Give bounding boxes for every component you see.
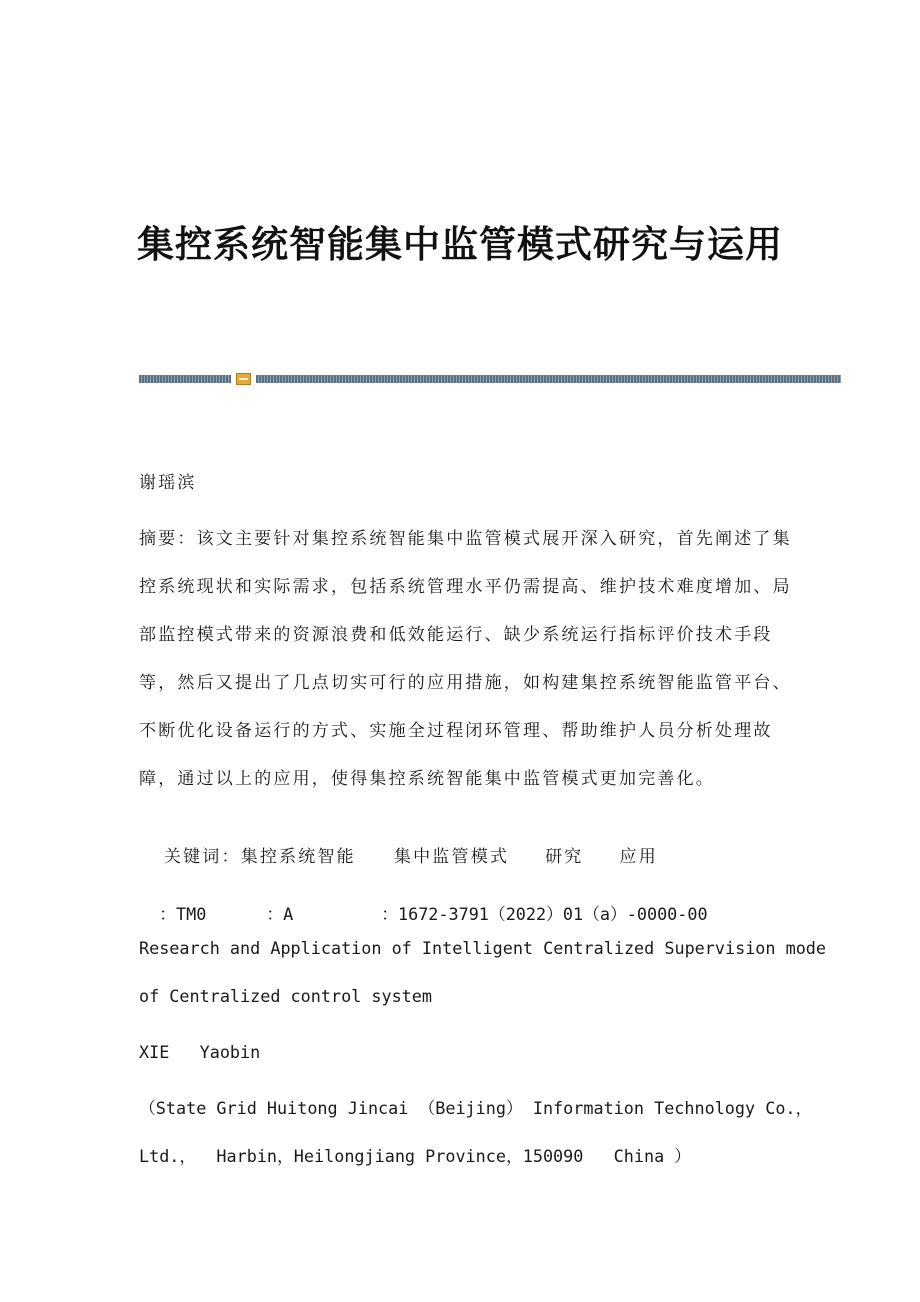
english-title-line: of Centralized control system [139, 986, 432, 1006]
affiliation-line: Ltd.， Harbin，Heilongjiang Province，150090 China ） [139, 1146, 692, 1166]
abstract-line: 控系统现状和实际需求，包括系统管理水平仍需提高、维护技术难度增加、局 [139, 577, 792, 597]
abstract-line: 等，然后又提出了几点切实可行的应用措施，如构建集控系统智能监管平台、 [139, 673, 792, 693]
abstract-line: 不断优化设备运行的方式、实施全过程闭环管理、帮助维护人员分析处理故 [139, 721, 773, 741]
title-divider-right [256, 375, 841, 383]
keyword: 集中监管模式 [393, 847, 510, 867]
abstract-line: 部监控模式带来的资源浪费和低效能运行、缺少系统运行指标评价技术手段 [139, 625, 773, 645]
keyword: 研究 [545, 847, 584, 867]
affiliation-line: （State Grid Huitong Jincai （Beijing） Information Technology Co.， [139, 1098, 813, 1118]
keywords-label: 关键词： [163, 847, 241, 867]
keywords [139, 824, 658, 868]
abstract-line: 障，通过以上的应用，使得集控系统智能集中监管模式更加完善化。 [139, 769, 715, 789]
divider-ornament-icon [236, 373, 251, 385]
clc-number: ：TM0 [159, 904, 207, 924]
keyword: 集控系统智能 [240, 847, 356, 867]
document-code: ：A [266, 904, 294, 924]
article-id: ：1672-3791（2022）01（a）-0000-00 [381, 904, 708, 924]
abstract-line: 摘要：该文主要针对集控系统智能集中监管模式展开深入研究，首先阐述了集 [139, 529, 792, 549]
classification-line [139, 881, 708, 925]
english-title-line: Research and Application of Intelligent Centralized Supervision mode [139, 938, 827, 958]
title-divider-left [139, 375, 231, 383]
english-author: XIE Yaobin [139, 1042, 261, 1062]
author-name: 谢瑶滨 [139, 473, 197, 493]
page-title: 集控系统智能集中监管模式研究与运用 [137, 222, 783, 266]
keyword: 应用 [619, 847, 658, 867]
